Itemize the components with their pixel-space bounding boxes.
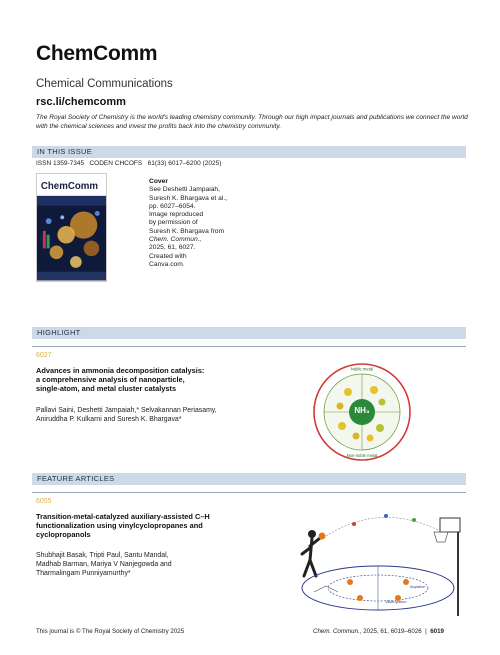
cover-title: ChemComm bbox=[40, 181, 99, 193]
page-number: 6019 bbox=[430, 628, 444, 635]
feature-title[interactable]: Transition-metal-catalyzed auxiliary-assisted C–H functionalization using vinylcyclopropanes and cyclopropanols bbox=[36, 512, 210, 540]
cover-line: Suresh K. Bhargava from bbox=[149, 227, 225, 235]
cover-line: 2025, 61, 6027. bbox=[149, 244, 196, 252]
divider bbox=[32, 346, 466, 347]
cover-line: See Deshetti Jampaiah, bbox=[149, 186, 221, 194]
feature-authors: Shubhajit Basak, Tripti Paul, Santu Mandal, Madhab Barman, Mariya V Nanjegowda and Tharmalingam Punniyamurthy* bbox=[36, 552, 172, 577]
cover-caption bbox=[149, 178, 247, 269]
journal-subtitle: Chemical Communications bbox=[36, 78, 173, 90]
coden: CODEN CHCOFS bbox=[89, 160, 143, 167]
figure-center-label: NH₃ bbox=[354, 406, 370, 415]
cover-heading: Cover bbox=[149, 178, 168, 185]
highlight-figure bbox=[312, 362, 412, 462]
cover-line: pp. 6027–6054. bbox=[149, 202, 196, 210]
highlight-title[interactable]: Advances in ammonia decomposition catalysis: a comprehensive analysis of nanoparticle, single-atom, and metal cluster catalysts bbox=[36, 366, 205, 394]
highlight-page: 6027 bbox=[36, 352, 52, 359]
issue-info bbox=[36, 160, 221, 167]
feature-page: 6055 bbox=[36, 498, 52, 505]
cover-image[interactable] bbox=[36, 173, 107, 282]
cover-line: Suresh K. Bhargava et al., bbox=[149, 194, 228, 202]
journal-title: ChemComm bbox=[36, 42, 158, 65]
feature-figure bbox=[290, 508, 468, 620]
highlight-header: HIGHLIGHT bbox=[32, 327, 466, 339]
volume-pages: 61(33) 6017–6200 (2025) bbox=[147, 160, 222, 167]
about-text: The Royal Society of Chemistry is the world's leading chemistry community. Through our high impact journals and publications we connect the world with the chemical sciences and invest the profits back into the chemistry community. bbox=[36, 114, 468, 130]
highlight-authors: Pallavi Saini, Deshetti Jampaiah,* Selvakannan Periasamy, Aniruddha P. Kulkarni and Suresh K. Bhargava* bbox=[36, 407, 217, 423]
issn: ISSN 1359-7345 bbox=[36, 160, 85, 167]
cover-line: Canva.com. bbox=[149, 260, 185, 268]
figure-bottom-label: Non-noble metal bbox=[346, 453, 378, 458]
cover-line: Image reproduced bbox=[149, 211, 204, 219]
footer-citation: Chem. Commun., 2025, 61, 6019–6026 | 6019 bbox=[313, 628, 444, 635]
feature-articles-header: FEATURE ARTICLES bbox=[32, 473, 466, 485]
in-this-issue-header: IN THIS ISSUE bbox=[32, 146, 466, 158]
cover-line: Chem. Commun., bbox=[149, 236, 202, 244]
figure-label-acylation: Acylation bbox=[410, 585, 426, 589]
footer-copyright: This journal is © The Royal Society of Chemistry 2025 bbox=[36, 628, 185, 635]
figure-label-alkenylation: Alkenylation bbox=[386, 600, 407, 604]
cover-line: by permission of bbox=[149, 219, 198, 227]
divider bbox=[32, 492, 466, 493]
figure-top-label: Noble metal bbox=[350, 366, 374, 372]
journal-url[interactable]: rsc.li/chemcomm bbox=[36, 96, 126, 108]
cover-line: Created with bbox=[149, 252, 187, 260]
